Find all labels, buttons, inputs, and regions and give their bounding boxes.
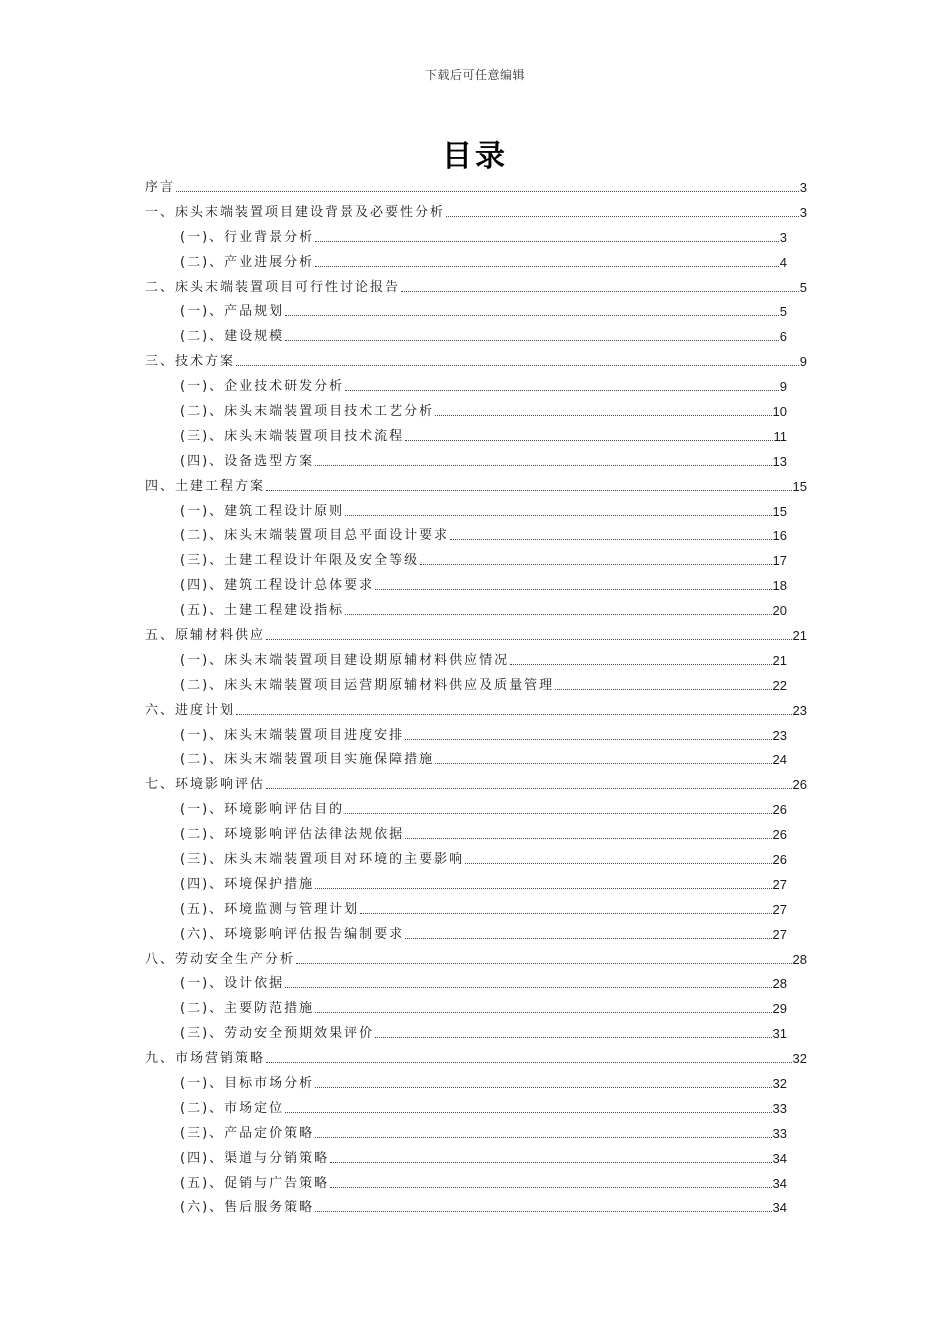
toc-entry-section[interactable] bbox=[145, 299, 807, 324]
toc-entry-section[interactable] bbox=[145, 250, 807, 275]
toc-dot-leader bbox=[266, 639, 792, 640]
toc-dot-leader bbox=[315, 888, 771, 889]
toc-entry-section[interactable] bbox=[145, 1171, 807, 1196]
toc-dot-leader bbox=[450, 539, 771, 540]
toc-entry-label: (二)、床头末端装置项目实施保障措施 bbox=[180, 752, 435, 768]
toc-entry-page-number: 13 bbox=[772, 453, 787, 469]
toc-entry-page-number: 28 bbox=[772, 976, 787, 992]
toc-entry-label: (二)、床头末端装置项目运营期原辅材料供应及质量管理 bbox=[180, 677, 555, 693]
toc-entry-page-number: 10 bbox=[772, 403, 787, 419]
toc-dot-leader bbox=[510, 664, 771, 665]
toc-dot-leader bbox=[435, 415, 771, 416]
toc-entry-page-number: 6 bbox=[779, 329, 787, 345]
toc-entry-label: (五)、环境监测与管理计划 bbox=[180, 901, 360, 917]
toc-entry-page-number: 15 bbox=[792, 478, 807, 494]
toc-entry-page-number: 5 bbox=[779, 304, 787, 320]
toc-entry-page-number: 26 bbox=[772, 851, 787, 867]
toc-entry-section[interactable] bbox=[145, 424, 807, 449]
toc-entry-page-number: 9 bbox=[779, 379, 787, 395]
toc-dot-leader bbox=[315, 1087, 771, 1088]
toc-dot-leader bbox=[315, 1137, 771, 1138]
toc-dot-leader bbox=[285, 987, 771, 988]
toc-entry-page-number: 24 bbox=[772, 752, 787, 768]
toc-dot-leader bbox=[446, 216, 799, 217]
toc-entry-section[interactable] bbox=[145, 648, 807, 673]
toc-entry-page-number: 34 bbox=[772, 1175, 787, 1191]
page-title: 目录 bbox=[442, 139, 508, 174]
toc-entry-page-number: 29 bbox=[772, 1001, 787, 1017]
toc-entry-page-number: 18 bbox=[772, 578, 787, 594]
toc-entry-section[interactable] bbox=[145, 747, 807, 772]
toc-entry-page-number: 16 bbox=[772, 528, 787, 544]
toc-entry-section[interactable] bbox=[145, 1121, 807, 1146]
toc-entry-page-number: 26 bbox=[792, 777, 807, 793]
header-note: 下载后可任意编辑 bbox=[424, 68, 525, 82]
toc-entry-label: (四)、建筑工程设计总体要求 bbox=[180, 578, 375, 594]
toc-dot-leader bbox=[405, 938, 771, 939]
toc-entry-label: 三、技术方案 bbox=[145, 354, 236, 370]
toc-entry-chapter[interactable] bbox=[145, 474, 807, 499]
toc-entry-label: (二)、环境影响评估法律法规依据 bbox=[180, 827, 405, 843]
toc-entry-page-number: 26 bbox=[772, 827, 787, 843]
toc-dot-leader bbox=[420, 564, 771, 565]
toc-entry-label: (五)、促销与广告策略 bbox=[180, 1175, 330, 1191]
toc-dot-leader bbox=[375, 1037, 771, 1038]
toc-entry-label: 七、环境影响评估 bbox=[145, 777, 266, 793]
toc-dot-leader bbox=[401, 291, 799, 292]
toc-entry-section[interactable] bbox=[145, 225, 807, 250]
toc-entry-page-number: 27 bbox=[772, 901, 787, 917]
toc-entry-page-number: 17 bbox=[772, 553, 787, 569]
toc-entry-page-number: 3 bbox=[779, 229, 787, 245]
toc-entry-page-number: 31 bbox=[772, 1026, 787, 1042]
toc-dot-leader bbox=[315, 266, 779, 267]
toc-entry-chapter[interactable] bbox=[145, 698, 807, 723]
toc-entry-page-number: 5 bbox=[799, 279, 807, 295]
toc-entry-label: (三)、产品定价策略 bbox=[180, 1125, 315, 1141]
toc-entry-label: 序言 bbox=[145, 179, 176, 195]
toc-dot-leader bbox=[345, 390, 779, 391]
toc-entry-chapter[interactable] bbox=[145, 772, 807, 797]
toc-entry-chapter[interactable] bbox=[145, 623, 807, 648]
toc-dot-leader bbox=[330, 1187, 771, 1188]
toc-entry-label: (二)、主要防范措施 bbox=[180, 1001, 315, 1017]
toc-dot-leader bbox=[555, 689, 771, 690]
toc-entry-section[interactable] bbox=[145, 847, 807, 872]
toc-entry-section[interactable] bbox=[145, 324, 807, 349]
toc-entry-page-number: 27 bbox=[772, 876, 787, 892]
toc-entry-page-number: 33 bbox=[772, 1100, 787, 1116]
toc-entry-label: (四)、渠道与分销策略 bbox=[180, 1150, 330, 1166]
toc-entry-section[interactable] bbox=[145, 972, 807, 997]
toc-dot-leader bbox=[296, 963, 792, 964]
toc-entry-section[interactable] bbox=[145, 922, 807, 947]
toc-entry-chapter[interactable] bbox=[145, 200, 807, 225]
toc-entry-label: 八、劳动安全生产分析 bbox=[145, 951, 296, 967]
toc-dot-leader bbox=[266, 788, 792, 789]
toc-entry-label: (一)、床头末端装置项目进度安排 bbox=[180, 727, 405, 743]
toc-entry-label: (三)、土建工程设计年限及安全等级 bbox=[180, 553, 420, 569]
toc-entry-page-number: 3 bbox=[799, 204, 807, 220]
toc-entry-label: (一)、目标市场分析 bbox=[180, 1076, 315, 1091]
toc-dot-leader bbox=[435, 763, 771, 764]
toc-dot-leader bbox=[285, 340, 779, 341]
toc-entry-label: (一)、产品规划 bbox=[180, 304, 285, 320]
toc-entry-section[interactable] bbox=[145, 1196, 807, 1221]
toc-dot-leader bbox=[176, 191, 799, 192]
toc-entry-section[interactable] bbox=[145, 449, 807, 474]
toc-entry-page-number: 33 bbox=[772, 1125, 787, 1141]
toc-entry-page-number: 20 bbox=[772, 603, 787, 619]
toc-entry-label: (三)、床头末端装置项目技术流程 bbox=[180, 428, 405, 444]
toc-entry-page-number: 34 bbox=[772, 1200, 787, 1216]
toc-entry-page-number: 3 bbox=[799, 179, 807, 195]
toc-entry-page-number: 23 bbox=[772, 727, 787, 743]
toc-entry-section[interactable] bbox=[145, 872, 807, 897]
toc-dot-leader bbox=[315, 465, 771, 466]
toc-entry-page-number: 32 bbox=[792, 1051, 807, 1067]
toc-dot-leader bbox=[266, 1062, 792, 1063]
toc-dot-leader bbox=[345, 614, 771, 615]
toc-dot-leader bbox=[315, 1211, 771, 1212]
toc-entry-page-number: 26 bbox=[772, 802, 787, 818]
toc-entry-label: 二、床头末端装置项目可行性讨论报告 bbox=[145, 279, 401, 295]
toc-dot-leader bbox=[315, 241, 779, 242]
table-of-contents bbox=[145, 175, 807, 1220]
toc-entry-section[interactable] bbox=[145, 573, 807, 598]
toc-entry-page-number: 21 bbox=[792, 627, 807, 643]
toc-entry-page-number: 27 bbox=[772, 926, 787, 942]
toc-entry-section[interactable] bbox=[145, 598, 807, 623]
toc-entry-page-number: 11 bbox=[773, 428, 787, 444]
toc-dot-leader bbox=[405, 440, 772, 441]
toc-entry-section[interactable] bbox=[145, 399, 807, 424]
toc-entry-page-number: 34 bbox=[772, 1150, 787, 1166]
toc-entry-label: (一)、床头末端装置项目建设期原辅材料供应情况 bbox=[180, 652, 510, 668]
toc-dot-leader bbox=[405, 739, 771, 740]
toc-entry-label: (二)、建设规模 bbox=[180, 329, 285, 345]
toc-dot-leader bbox=[345, 515, 771, 516]
toc-entry-section[interactable] bbox=[145, 523, 807, 548]
toc-entry-section[interactable] bbox=[145, 499, 807, 524]
toc-dot-leader bbox=[285, 315, 779, 316]
toc-entry-label: (六)、售后服务策略 bbox=[180, 1200, 315, 1216]
toc-entry-chapter[interactable] bbox=[145, 275, 807, 300]
toc-entry-section[interactable] bbox=[145, 1021, 807, 1046]
toc-dot-leader bbox=[236, 365, 799, 366]
toc-entry-label: (一)、环境影响评估目的 bbox=[180, 802, 345, 818]
toc-entry-label: 四、土建工程方案 bbox=[145, 478, 266, 494]
toc-entry-page-number: 22 bbox=[772, 677, 787, 693]
toc-dot-leader bbox=[360, 913, 771, 914]
toc-dot-leader bbox=[266, 490, 792, 491]
toc-dot-leader bbox=[345, 813, 771, 814]
toc-entry-label: (二)、床头末端装置项目技术工艺分析 bbox=[180, 403, 435, 419]
toc-entry-label: (一)、行业背景分析 bbox=[180, 229, 315, 245]
toc-entry-page-number: 32 bbox=[772, 1076, 787, 1091]
toc-entry-section[interactable] bbox=[145, 996, 807, 1021]
toc-entry-section[interactable] bbox=[145, 374, 807, 399]
toc-entry-label: 五、原辅材料供应 bbox=[145, 627, 266, 643]
toc-entry-page-number: 4 bbox=[779, 254, 787, 270]
toc-entry-page-number: 21 bbox=[772, 652, 787, 668]
toc-entry-page-number: 15 bbox=[772, 503, 787, 519]
toc-entry-section[interactable] bbox=[145, 822, 807, 847]
toc-entry-page-number: 23 bbox=[792, 702, 807, 718]
toc-entry-page-number: 28 bbox=[792, 951, 807, 967]
toc-entry-label: (四)、环境保护措施 bbox=[180, 876, 315, 892]
toc-entry-label: 六、进度计划 bbox=[145, 702, 236, 718]
toc-entry-label: 一、床头末端装置项目建设背景及必要性分析 bbox=[145, 204, 446, 220]
toc-entry-label: (六)、环境影响评估报告编制要求 bbox=[180, 926, 405, 942]
toc-entry-chapter[interactable] bbox=[145, 1046, 807, 1071]
toc-entry-page-number: 9 bbox=[799, 354, 807, 370]
toc-dot-leader bbox=[375, 589, 771, 590]
toc-dot-leader bbox=[315, 1012, 771, 1013]
toc-entry-chapter[interactable] bbox=[145, 175, 807, 200]
toc-entry-section[interactable] bbox=[145, 673, 807, 698]
toc-entry-label: (二)、市场定位 bbox=[180, 1100, 285, 1116]
toc-entry-label: 九、市场营销策略 bbox=[145, 1051, 266, 1067]
toc-entry-section[interactable] bbox=[145, 1096, 807, 1121]
toc-entry-section[interactable] bbox=[145, 1071, 807, 1096]
toc-entry-label: (一)、建筑工程设计原则 bbox=[180, 503, 345, 519]
toc-entry-section[interactable] bbox=[145, 897, 807, 922]
toc-entry-section[interactable] bbox=[145, 1146, 807, 1171]
toc-entry-section[interactable] bbox=[145, 723, 807, 748]
toc-entry-label: (一)、企业技术研发分析 bbox=[180, 379, 345, 395]
toc-entry-label: (三)、床头末端装置项目对环境的主要影响 bbox=[180, 851, 465, 867]
toc-entry-label: (一)、设计依据 bbox=[180, 976, 285, 992]
toc-dot-leader bbox=[465, 863, 771, 864]
toc-entry-label: (四)、设备选型方案 bbox=[180, 453, 315, 469]
toc-dot-leader bbox=[236, 714, 792, 715]
toc-entry-chapter[interactable] bbox=[145, 349, 807, 374]
toc-dot-leader bbox=[285, 1112, 771, 1113]
toc-entry-label: (二)、床头末端装置项目总平面设计要求 bbox=[180, 528, 450, 544]
toc-dot-leader bbox=[405, 838, 771, 839]
toc-entry-section[interactable] bbox=[145, 797, 807, 822]
toc-entry-label: (二)、产业进展分析 bbox=[180, 254, 315, 270]
toc-entry-chapter[interactable] bbox=[145, 947, 807, 972]
toc-dot-leader bbox=[330, 1162, 771, 1163]
toc-entry-section[interactable] bbox=[145, 548, 807, 573]
toc-entry-label: (三)、劳动安全预期效果评价 bbox=[180, 1026, 375, 1042]
toc-entry-label: (五)、土建工程建设指标 bbox=[180, 603, 345, 619]
